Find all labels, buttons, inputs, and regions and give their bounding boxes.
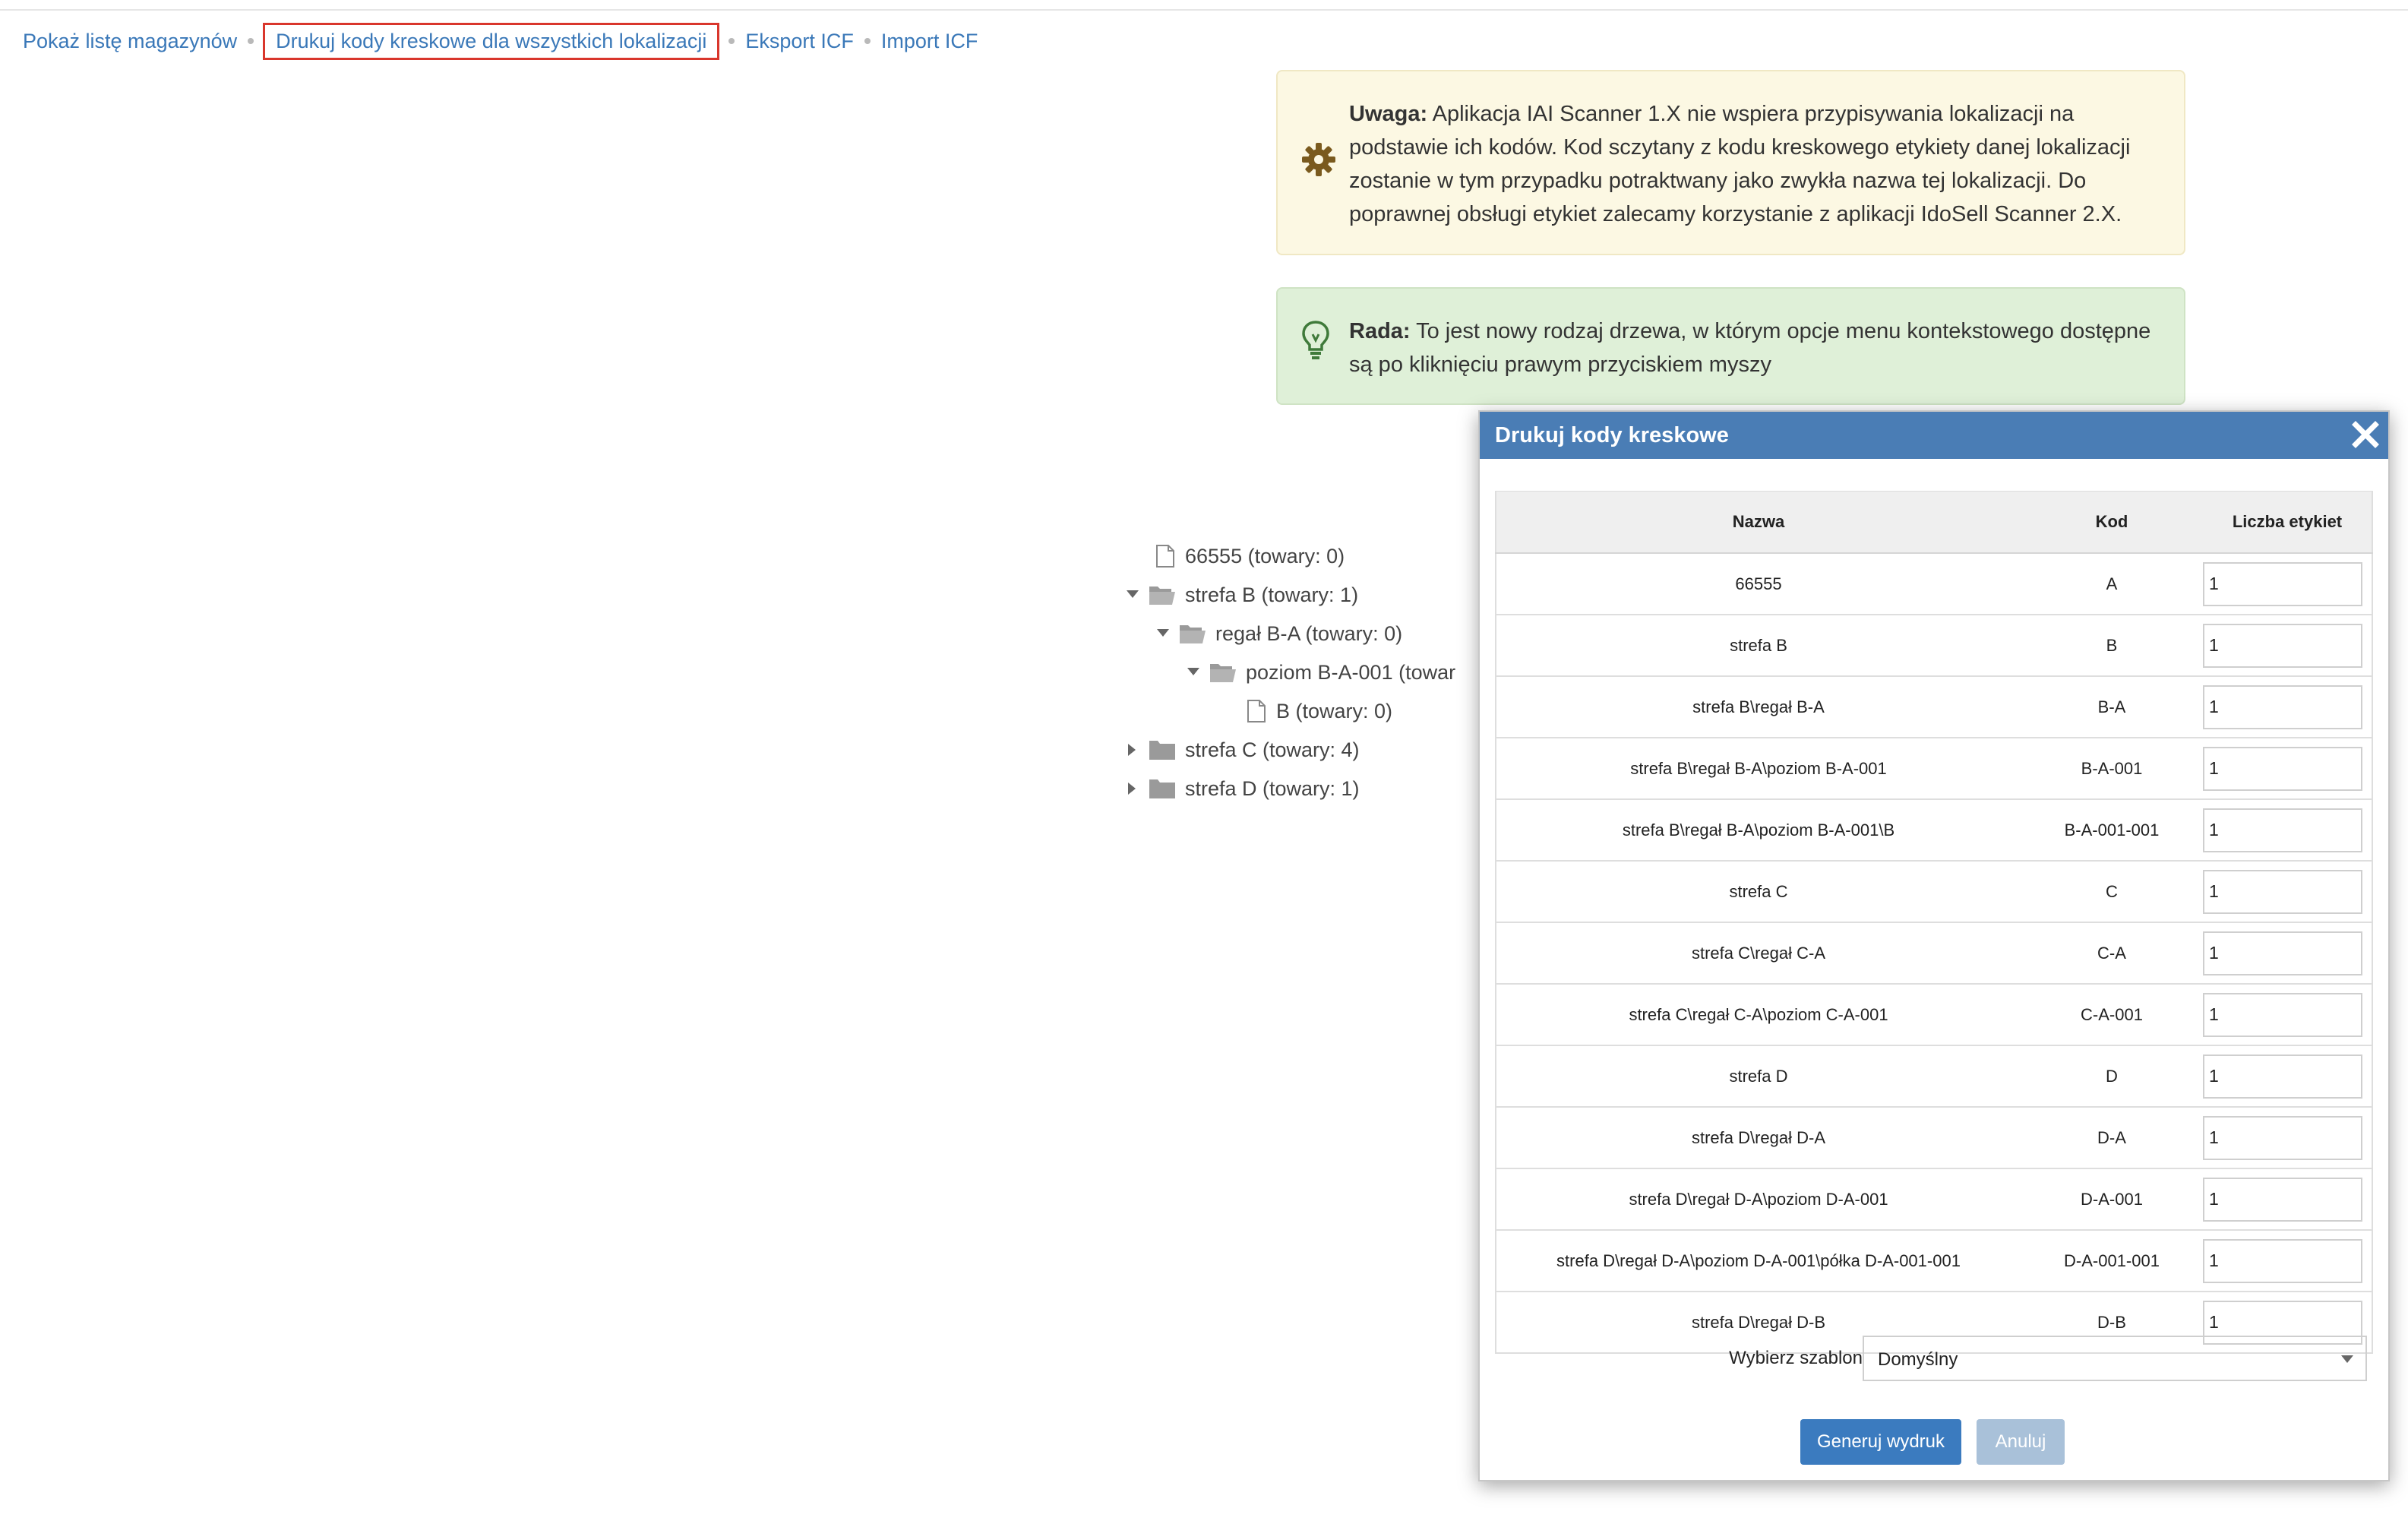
table-row [1496, 553, 2372, 615]
cell-code: B-A [2021, 676, 2203, 738]
cell-name: strefa C [1496, 861, 2021, 922]
template-row [1480, 1336, 2388, 1383]
lightbulb-icon [1300, 319, 1331, 370]
dialog-title: Drukuj kody kreskowe [1495, 423, 1729, 447]
cell-name: 66555 [1496, 553, 2021, 615]
table-row [1496, 861, 2372, 922]
cell-name: strefa B\regał B-A\poziom B-A-001\B [1496, 799, 2021, 861]
cell-qty [2203, 615, 2372, 676]
cell-name: strefa C\regał C-A [1496, 922, 2021, 984]
caret-down-icon[interactable] [1185, 664, 1202, 681]
tree-node-strefa-c[interactable] [1124, 735, 1360, 765]
tree-node-strefa-d[interactable] [1124, 773, 1360, 804]
action-links [23, 26, 978, 56]
column-header-name: Nazwa [1496, 492, 2021, 554]
table-row [1496, 738, 2372, 799]
caret-down-icon[interactable] [1155, 625, 1171, 642]
link-separator [248, 38, 254, 44]
tree-node-label: poziom B-A-001 (towar [1246, 660, 1456, 684]
tree-node-label: strefa B (towary: 1) [1185, 583, 1359, 606]
cell-name: strefa D\regał D-B [1496, 1292, 2021, 1353]
tree-node-regal-b-a[interactable] [1155, 618, 1402, 649]
label-count-input[interactable] [2203, 1116, 2362, 1160]
table-row [1496, 1168, 2372, 1230]
table-row [1496, 615, 2372, 676]
template-select[interactable] [1863, 1336, 2367, 1381]
barcodes-table-wrap [1495, 491, 2373, 1354]
warning-alert [1276, 70, 2185, 255]
file-icon [1155, 544, 1176, 568]
tip-alert [1276, 287, 2185, 405]
link-import-icf[interactable]: Import ICF [880, 29, 978, 52]
close-icon[interactable] [2349, 418, 2382, 451]
tip-text [1349, 315, 2161, 381]
barcodes-table [1495, 491, 2373, 1354]
cell-qty [2203, 1168, 2372, 1230]
table-header-row [1496, 492, 2372, 554]
warning-text [1349, 97, 2161, 231]
cell-code: B-A-001-001 [2021, 799, 2203, 861]
caret-right-icon[interactable] [1124, 780, 1141, 797]
folder-icon [1149, 738, 1176, 761]
cell-code: B [2021, 615, 2203, 676]
folder-open-icon [1209, 661, 1237, 684]
cell-qty [2203, 861, 2372, 922]
label-count-input[interactable] [2203, 562, 2362, 606]
label-count-input[interactable] [2203, 993, 2362, 1037]
cell-code: C [2021, 861, 2203, 922]
label-count-input[interactable] [2203, 1178, 2362, 1222]
table-row [1496, 799, 2372, 861]
cancel-button[interactable]: Anuluj [1977, 1419, 2065, 1465]
column-header-qty: Liczba etykiet [2203, 492, 2372, 554]
tree-node-poziom-b-a-001[interactable] [1185, 657, 1455, 688]
cell-code: C-A [2021, 922, 2203, 984]
tree-node-b[interactable] [1246, 696, 1392, 726]
folder-open-icon [1179, 622, 1206, 645]
file-icon [1246, 699, 1267, 723]
cell-name: strefa C\regał C-A\poziom C-A-001 [1496, 984, 2021, 1045]
tree-node-label: regał B-A (towary: 0) [1215, 621, 1403, 645]
gear-icon [1300, 141, 1337, 188]
tree-node-label: B (towary: 0) [1276, 699, 1393, 722]
cell-name: strefa D\regał D-A\poziom D-A-001\półka D-A-001-001 [1496, 1230, 2021, 1292]
cell-code: D-B [2021, 1292, 2203, 1353]
label-count-input[interactable] [2203, 1239, 2362, 1283]
cell-qty [2203, 1230, 2372, 1292]
tree-node-label: 66555 (towary: 0) [1185, 544, 1345, 568]
label-count-input[interactable] [2203, 685, 2362, 729]
print-barcodes-dialog [1478, 410, 2390, 1481]
template-select-value: Domyślny [1878, 1349, 1958, 1370]
link-list-warehouses[interactable]: Pokaż listę magazynów [23, 29, 238, 52]
folder-open-icon [1149, 583, 1176, 606]
column-header-code: Kod [2021, 492, 2203, 554]
table-row [1496, 984, 2372, 1045]
table-row [1496, 922, 2372, 984]
dialog-header [1480, 412, 2388, 459]
cell-code: D-A-001 [2021, 1168, 2203, 1230]
cell-qty [2203, 922, 2372, 984]
table-row [1496, 1107, 2372, 1168]
chevron-down-icon [2341, 1355, 2353, 1363]
caret-right-icon[interactable] [1124, 741, 1141, 758]
template-label: Wybierz szablon [1729, 1348, 1863, 1368]
cell-qty [2203, 738, 2372, 799]
cell-qty [2203, 676, 2372, 738]
cell-name: strefa D\regał D-A [1496, 1107, 2021, 1168]
label-count-input[interactable] [2203, 1054, 2362, 1099]
table-row [1496, 676, 2372, 738]
cell-qty [2203, 984, 2372, 1045]
tree-node-66555[interactable] [1155, 541, 1345, 571]
cell-name: strefa D\regał D-A\poziom D-A-001 [1496, 1168, 2021, 1230]
label-count-input[interactable] [2203, 624, 2362, 668]
cell-qty [2203, 553, 2372, 615]
tip-message: To jest nowy rodzaj drzewa, w którym opcje menu kontekstowego dostępne są po kliknięciu prawym przyciskiem myszy [1349, 319, 2151, 377]
tree-node-strefa-b[interactable] [1124, 580, 1358, 610]
link-print-all-barcodes[interactable]: Drukuj kody kreskowe dla wszystkich lokalizacji [263, 23, 719, 60]
label-count-input[interactable] [2203, 870, 2362, 914]
label-count-input[interactable] [2203, 747, 2362, 791]
table-row [1496, 1230, 2372, 1292]
folder-icon [1149, 777, 1176, 800]
generate-print-button[interactable]: Generuj wydruk [1800, 1419, 1961, 1465]
tree-node-label: strefa C (towary: 4) [1185, 738, 1360, 761]
top-divider [0, 9, 2408, 11]
cell-name: strefa D [1496, 1045, 2021, 1107]
cell-name: strefa B [1496, 615, 2021, 676]
cell-code: D-A-001-001 [2021, 1230, 2203, 1292]
cell-code: D [2021, 1045, 2203, 1107]
cell-name: strefa B\regał B-A [1496, 676, 2021, 738]
cell-name: strefa B\regał B-A\poziom B-A-001 [1496, 738, 2021, 799]
cell-qty [2203, 1107, 2372, 1168]
link-separator [728, 38, 735, 44]
tip-label: Rada: [1349, 319, 1411, 343]
link-export-icf[interactable]: Eksport ICF [745, 29, 854, 52]
cell-code: C-A-001 [2021, 984, 2203, 1045]
cell-qty [2203, 1045, 2372, 1107]
label-count-input[interactable] [2203, 808, 2362, 852]
cell-qty [2203, 799, 2372, 861]
tree-node-label: strefa D (towary: 1) [1185, 776, 1360, 800]
table-row [1496, 1045, 2372, 1107]
link-separator [864, 38, 871, 44]
cell-code: D-A [2021, 1107, 2203, 1168]
table-body [1496, 553, 2372, 1353]
caret-down-icon[interactable] [1124, 587, 1141, 603]
warning-message: Aplikacja IAI Scanner 1.X nie wspiera przypisywania lokalizacji na podstawie ich kodów. Kod sczytany z kodu kreskowego etykiety danej lokalizacji zostanie w tym przypadku potraktwany jako zwykła nazwa tej lokalizacji. Do poprawnej obsługi etykiet zalecamy korzystanie z aplikacji IdoSell Scanner 2.X. [1349, 102, 2131, 226]
warning-label: Uwaga: [1349, 102, 1428, 126]
cell-code: A [2021, 553, 2203, 615]
cell-code: B-A-001 [2021, 738, 2203, 799]
label-count-input[interactable] [2203, 931, 2362, 975]
